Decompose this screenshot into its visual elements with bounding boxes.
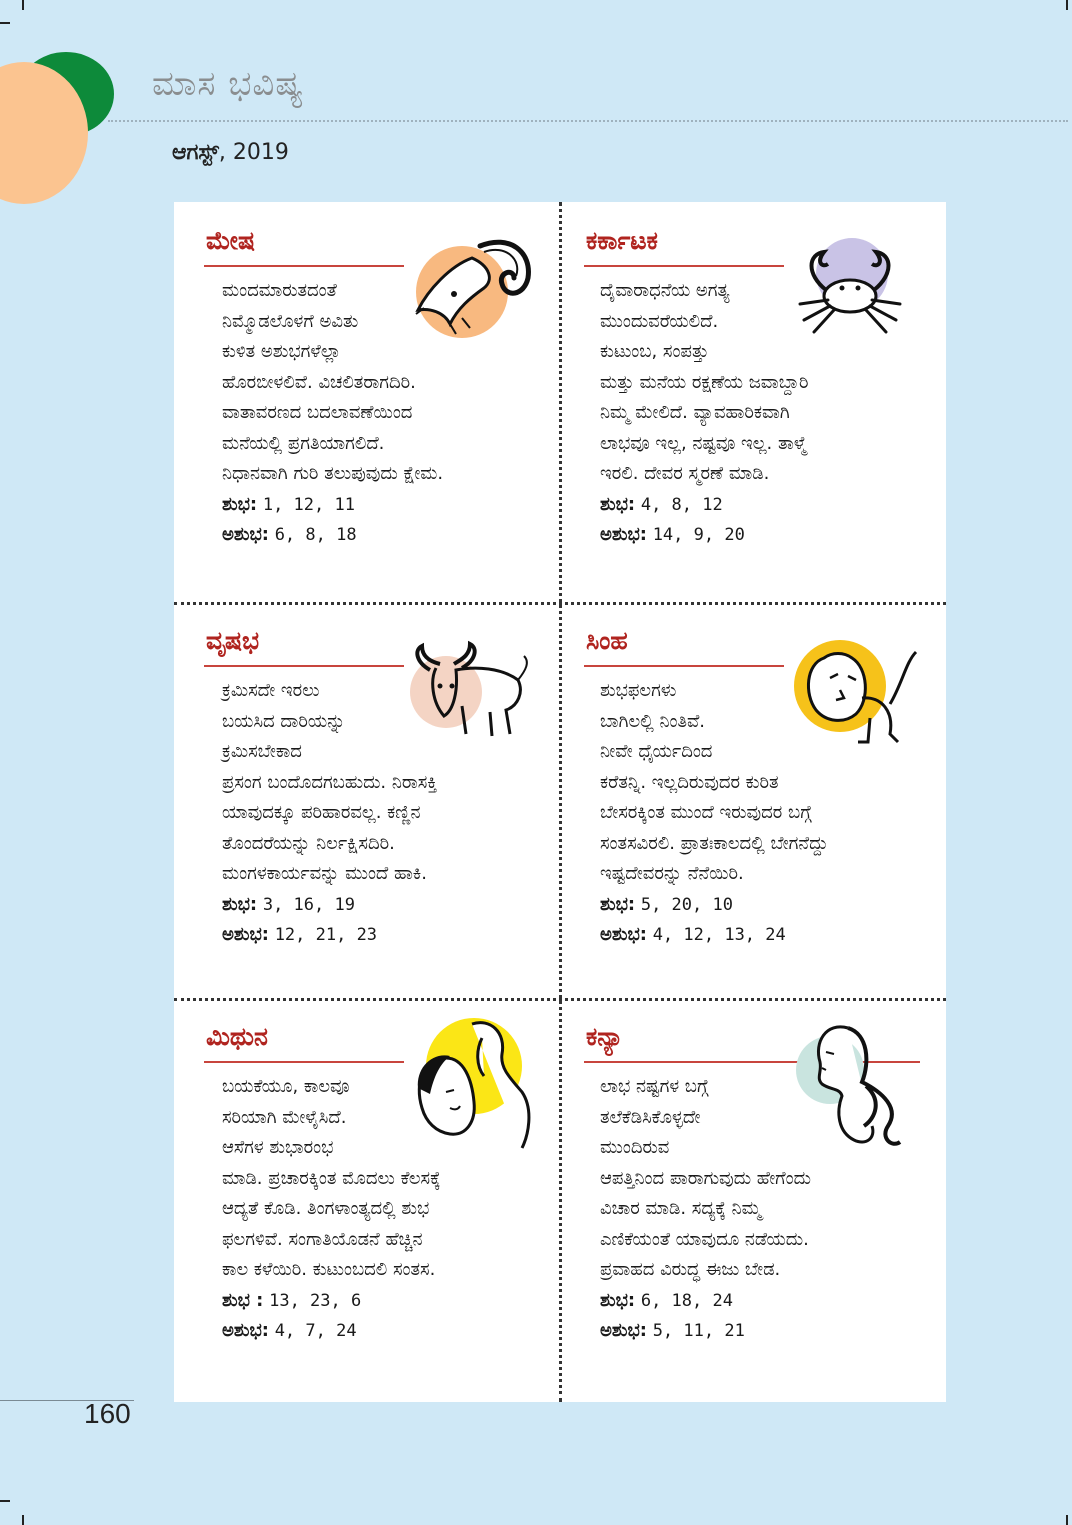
text-line: ಕಾಲ ಕಳೆಯಿರಿ. ಕುಟುಂಬದಲಿ ಸಂತಸ. <box>222 1259 436 1280</box>
crop-mark <box>0 22 10 24</box>
sign-card-kanya <box>560 998 946 1396</box>
sign-card-karkataka <box>560 202 946 600</box>
text-line: ಮತ್ತು ಮನೆಯ ರಕ್ಷಣೆಯ ಜವಾಬ್ದಾರಿ <box>600 371 809 393</box>
sign-card-mithuna <box>174 998 560 1396</box>
lucky-label: ಶುಭ : <box>222 1289 264 1311</box>
unlucky-value: 6, 8, 18 <box>274 525 357 545</box>
lucky-numbers <box>222 1286 552 1317</box>
text-line: ಆಪತ್ತಿನಿಂದ ಪಾರಾಗುವುದು ಹೇಗೆಂದು <box>600 1167 811 1189</box>
sign-name: ಕರ್ಕಾಟಕ <box>586 226 658 255</box>
horoscope-text <box>600 676 930 951</box>
lucky-value: 6, 18, 24 <box>640 1290 733 1311</box>
text-line: ನಿಮ್ಮೊಡಲೊಳಗೆ ಅವಿತು <box>222 310 359 332</box>
lucky-value: 4, 8, 12 <box>640 494 723 515</box>
text-line: ಲಾಭ ನಷ್ಟಗಳ ಬಗ್ಗೆ <box>600 1076 709 1097</box>
unlucky-label: ಅಶುಭ: <box>222 924 269 945</box>
unlucky-value: 4, 7, 24 <box>274 1321 357 1341</box>
text-line: ಸಂತಸವಿರಲಿ. ಪ್ರಾತಃಕಾಲದಲ್ಲಿ ಬೇಗನೆದ್ದು <box>600 832 829 854</box>
sign-card-simha <box>560 602 946 1000</box>
sign-name-underline <box>584 265 784 267</box>
text-line: ಬಯಕೆಯೂ, ಕಾಲವೂ <box>222 1076 350 1097</box>
text-line: ನೀವೇ ಧೈರ್ಯದಿಂದ <box>600 741 713 762</box>
crop-mark <box>0 1500 10 1502</box>
lucky-numbers <box>600 890 930 921</box>
text-line: ದೈವಾರಾಧನೆಯ ಅಗತ್ಯ <box>600 280 730 301</box>
crop-mark <box>22 0 24 10</box>
unlucky-label: ಅಶುಭ: <box>600 1320 647 1341</box>
date-separator: , <box>218 140 226 165</box>
issue-date <box>172 140 289 165</box>
text-line: ಮಂಗಳಕಾರ್ಯವನ್ನು ಮುಂದೆ ಹಾಕಿ. <box>222 863 427 884</box>
unlucky-value: 14, 9, 20 <box>652 525 745 545</box>
text-line: ಪ್ರವಾಹದ ವಿರುದ್ಧ ಈಜು ಬೇಡ. <box>600 1259 781 1280</box>
title-divider <box>108 120 1068 122</box>
lucky-numbers <box>222 490 552 521</box>
unlucky-label: ಅಶುಭ: <box>600 924 647 945</box>
text-line: ಮಂದಮಾರುತದಂತೆ <box>222 280 337 301</box>
text-line: ಶುಭಫಲಗಳು <box>600 680 677 701</box>
unlucky-value: 12, 21, 23 <box>274 925 378 945</box>
text-line: ಪ್ರಸಂಗ ಬಂದೊದಗಬಹುದು. ನಿರಾಸಕ್ತಿ <box>222 771 438 793</box>
lucky-value: 3, 16, 19 <box>262 894 355 915</box>
unlucky-label: ಅಶುಭ: <box>222 524 269 545</box>
sign-card-mesha <box>174 202 560 600</box>
lucky-label: ಶುಭ: <box>600 493 636 515</box>
text-line: ತಲೆಕೆಡಿಸಿಕೊಳ್ಳದೇ <box>600 1106 701 1128</box>
lucky-numbers <box>600 1286 930 1317</box>
text-line: ತೊಂದರೆಯನ್ನು ನಿರ್ಲಕ್ಷಿಸದಿರಿ. <box>222 832 395 854</box>
section-title: ಮಾಸ ಭವಿಷ್ಯ <box>152 64 305 104</box>
text-line: ಕುಳಿತ ಅಶುಭಗಳೆಲ್ಲಾ <box>222 341 342 362</box>
unlucky-value: 4, 12, 13, 24 <box>652 925 786 945</box>
text-line: ವಿಚಾರ ಮಾಡಿ. ಸದ್ಯಕ್ಕೆ ನಿಮ್ಮ <box>600 1198 762 1219</box>
unlucky-numbers <box>600 520 930 551</box>
text-line: ಇರಲಿ. ದೇವರ ಸ್ಮರಣೆ ಮಾಡಿ. <box>600 463 770 484</box>
horoscope-text <box>222 276 552 551</box>
sign-name: ಮಿಥುನ <box>206 1022 268 1051</box>
text-line: ಬಾಗಿಲಲ್ಲಿ ನಿಂತಿವೆ. <box>600 710 706 732</box>
text-line: ಬೇಸರಕ್ಕಿಂತ ಮುಂದೆ ಇರುವುದರ ಬಗ್ಗೆ <box>600 802 812 823</box>
text-line: ನಿಧಾನವಾಗಿ ಗುರಿ ತಲುಪುವುದು ಕ್ಷೇಮ. <box>222 463 444 484</box>
horoscope-panel <box>174 202 946 1402</box>
crop-mark <box>1066 0 1068 10</box>
issue-year: 2019 <box>232 140 289 165</box>
text-line: ಆಸೆಗಳ ಶುಭಾರಂಭ <box>222 1137 334 1158</box>
lucky-label: ಶುಭ: <box>222 893 258 915</box>
sign-name-underline <box>204 665 404 667</box>
text-line: ಆದ್ಯತೆ ಕೊಡಿ. ತಿಂಗಳಾಂತ್ಯದಲ್ಲಿ ಶುಭ <box>222 1198 430 1219</box>
text-line: ಬಯಸಿದ ದಾರಿಯನ್ನು <box>222 710 346 732</box>
text-line: ಕರೆತನ್ನಿ. ಇಲ್ಲದಿರುವುದರ ಕುರಿತ <box>600 771 779 793</box>
horoscope-text <box>600 276 930 551</box>
crop-mark <box>22 1515 24 1525</box>
text-line: ಮುಂದಿರುವ <box>600 1137 670 1158</box>
sign-name: ವೃಷಭ <box>206 626 260 655</box>
lucky-numbers <box>222 890 552 921</box>
unlucky-numbers <box>222 520 552 551</box>
text-line: ಮನೆಯಲ್ಲಿ ಪ್ರಗತಿಯಾಗಲಿದೆ. <box>222 432 385 454</box>
lucky-value: 13, 23, 6 <box>269 1290 362 1311</box>
lucky-value: 1, 12, 11 <box>262 494 355 515</box>
sign-name: ಕನ್ಯಾ <box>586 1022 624 1051</box>
sign-name-underline <box>584 665 784 667</box>
text-line: ಎಣಿಕೆಯಂತೆ ಯಾವುದೂ ನಡೆಯದು. <box>600 1228 809 1250</box>
crop-mark <box>1066 1515 1068 1525</box>
unlucky-numbers <box>600 1316 930 1347</box>
issue-month: ಆಗಸ್ಟ್ <box>172 140 219 165</box>
text-line: ನಿಮ್ಮ ಮೇಲಿದೆ. ವ್ಯಾವಹಾರಿಕವಾಗಿ <box>600 402 790 423</box>
unlucky-value: 5, 11, 21 <box>652 1321 745 1341</box>
text-line: ಫಲಗಳಿವೆ. ಸಂಗಾತಿಯೊಡನೆ ಹೆಚ್ಚಿನ <box>222 1228 423 1250</box>
page-number: 160 <box>84 1398 131 1429</box>
lucky-value: 5, 20, 10 <box>640 894 733 915</box>
text-line: ಕ್ರಮಿಸದೇ ಇರಲು <box>222 680 320 701</box>
sign-name-underline <box>204 265 404 267</box>
sign-name-underline <box>204 1061 404 1063</box>
sign-card-vrishabha <box>174 602 560 1000</box>
unlucky-numbers <box>222 1316 552 1347</box>
unlucky-label: ಅಶುಭ: <box>222 1320 269 1341</box>
text-line: ಕ್ರಮಿಸಬೇಕಾದ <box>222 741 302 762</box>
lucky-numbers <box>600 490 930 521</box>
horoscope-text <box>222 676 552 951</box>
lucky-label: ಶುಭ: <box>600 1289 636 1311</box>
sign-name: ಮೇಷ <box>206 226 255 255</box>
text-line: ಸರಿಯಾಗಿ ಮೇಳೈಸಿದೆ. <box>222 1106 347 1128</box>
text-line: ಇಷ್ಟದೇವರನ್ನು ನೆನೆಯಿರಿ. <box>600 863 744 884</box>
unlucky-label: ಅಶುಭ: <box>600 524 647 545</box>
text-line: ಕುಟುಂಬ, ಸಂಪತ್ತು <box>600 341 709 362</box>
text-line: ಮುಂದುವರೆಯಲಿದೆ. <box>600 310 719 332</box>
text-line: ಲಾಭವೂ ಇಲ್ಲ, ನಷ್ಟವೂ ಇಲ್ಲ. ತಾಳ್ಮೆ <box>600 432 807 454</box>
text-line: ಯಾವುದಕ್ಕೂ ಪರಿಹಾರವಲ್ಲ. ಕಣ್ಣಿನ <box>222 802 421 823</box>
horoscope-text <box>600 1072 930 1347</box>
sign-name: ಸಿಂಹ <box>586 626 628 655</box>
text-line: ವಾತಾವರಣದ ಬದಲಾವಣೆಯಿಂದ <box>222 402 413 423</box>
lucky-label: ಶುಭ: <box>600 893 636 915</box>
unlucky-numbers <box>600 920 930 951</box>
unlucky-numbers <box>222 920 552 951</box>
text-line: ಹೊರಬೀಳಲಿವೆ. ವಿಚಲಿತರಾಗದಿರಿ. <box>222 371 416 393</box>
text-line: ಮಾಡಿ. ಪ್ರಚಾರಕ್ಕಿಂತ ಮೊದಲು ಕೆಲಸಕ್ಕೆ <box>222 1167 441 1189</box>
horoscope-text <box>222 1072 552 1347</box>
lucky-label: ಶುಭ: <box>222 493 258 515</box>
